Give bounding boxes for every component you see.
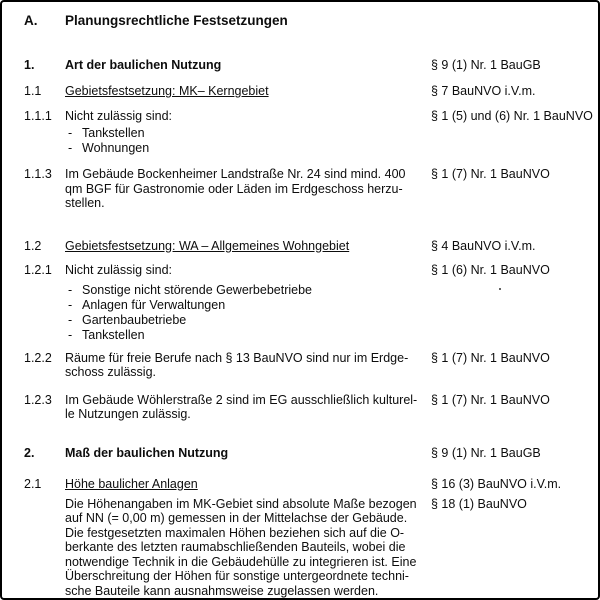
entry-1 (2, 58, 598, 73)
list-dash: - (68, 312, 73, 327)
entry-1-2-3 (2, 393, 598, 422)
body-line: sche Bauteile kann ausnahmsweise zugelassen werden. (65, 583, 379, 598)
list-item-text: Sonstige nicht störende Gewerbebetriebe (82, 282, 313, 297)
legal-reference: § 16 (3) BauNVO i.V.m. (431, 476, 562, 491)
entry-number: 2.1 (24, 476, 42, 491)
legal-reference: § 18 (1) BauNVO (431, 496, 527, 511)
entry-2-1-paragraph (2, 497, 598, 599)
entry-1-2 (2, 239, 598, 254)
body-line: Überschreitung der Höhen für sonstige untergeordnete techni- (65, 569, 409, 583)
entry-1-1-3 (2, 167, 598, 211)
body-line: Die Höhenangaben im MK-Gebiet sind absolute Maße bezogen (65, 496, 417, 511)
legal-reference: § 7 BauNVO i.V.m. (431, 84, 536, 98)
entry-number: 2. (24, 445, 35, 460)
entry-1-1-1 (2, 109, 598, 124)
list-item (65, 141, 417, 156)
entry-1-2-1 (2, 263, 598, 278)
list-item-text: Tankstellen (82, 126, 145, 140)
list-item (65, 298, 417, 313)
scan-artifact-dot (499, 288, 501, 290)
body-line: Die festgesetzten maximalen Höhen beziehen sich auf die O- (65, 525, 405, 540)
list-item (65, 313, 417, 328)
entry-2-1 (2, 477, 598, 492)
legal-reference: § 4 BauNVO i.V.m. (431, 238, 536, 253)
list-item-text: Gartenbaubetriebe (82, 312, 187, 327)
list-dash: - (68, 282, 73, 297)
body-line: Räume für freie Berufe nach § 13 BauNVO sind nur im Erdge- (65, 350, 409, 365)
entry-title: Gebietsfestsetzung: MK– Kerngebiet (65, 84, 269, 98)
entry-title: Höhe baulicher Anlagen (65, 476, 198, 491)
document-heading (2, 13, 598, 28)
page-title: Planungsrechtliche Festsetzungen (65, 13, 288, 28)
list-wa-prohibited (2, 283, 598, 343)
entry-title: Gebietsfestsetzung: WA – Allgemeines Wohngebiet (65, 238, 350, 253)
legal-reference: § 1 (5) und (6) Nr. 1 BauNVO (431, 109, 593, 123)
list-dash: - (68, 141, 73, 155)
entry-number: 1.1 (24, 84, 42, 98)
body-line: berkante des letzten raumabschließenden Bauteils, wobei die (65, 540, 406, 554)
legal-reference: § 1 (7) Nr. 1 BauNVO (431, 392, 550, 407)
body-line: schoss zulässig. (65, 365, 157, 379)
entry-number: 1.2.2 (24, 350, 52, 365)
list-item-text: Wohnungen (82, 141, 150, 155)
entry-1-2-2 (2, 351, 598, 380)
list-item (65, 126, 417, 141)
body-line: qm BGF für Gastronomie oder Läden im Erdgeschoss herzu- (65, 181, 403, 196)
legal-reference: § 1 (7) Nr. 1 BauNVO (431, 167, 550, 181)
body-line: le Nutzungen zulässig. (65, 407, 191, 421)
entry-number: 1.2 (24, 238, 42, 253)
entry-title: Maß der baulichen Nutzung (65, 445, 229, 460)
list-item-text: Tankstellen (82, 327, 145, 342)
list-item-text: Anlagen für Verwaltungen (82, 297, 226, 312)
entry-title: Nicht zulässig sind: (65, 262, 172, 277)
body-line: notwendige Technik in die Gebäudehülle zu integrieren ist. Eine (65, 554, 417, 569)
list-dash: - (68, 297, 73, 312)
list-item (65, 283, 417, 298)
body-line: Im Gebäude Bockenheimer Landstraße Nr. 24 sind mind. 400 (65, 167, 406, 181)
body-line: auf NN (= 0,00 m) gemessen in der Mittelachse der Gebäude. (65, 511, 408, 525)
entry-2 (2, 446, 598, 461)
entry-number: 1.1.1 (24, 109, 52, 123)
legal-reference: § 9 (1) Nr. 1 BauGB (431, 58, 541, 72)
entry-number: 1.2.1 (24, 262, 52, 277)
legal-reference: § 9 (1) Nr. 1 BauGB (431, 445, 541, 460)
heading-number: A. (24, 13, 38, 28)
body-line: Im Gebäude Wöhlerstraße 2 sind im EG ausschließlich kulturel- (65, 392, 418, 407)
entry-number: 1.2.3 (24, 392, 52, 407)
entry-title: Art der baulichen Nutzung (65, 58, 222, 72)
entry-1-1 (2, 84, 598, 99)
list-mk-prohibited (2, 126, 598, 156)
legal-reference: § 1 (6) Nr. 1 BauNVO (431, 262, 550, 277)
legal-reference: § 1 (7) Nr. 1 BauNVO (431, 350, 550, 365)
entry-number: 1.1.3 (24, 167, 52, 181)
list-dash: - (68, 327, 73, 342)
list-dash: - (68, 126, 73, 140)
entry-title: Nicht zulässig sind: (65, 109, 172, 123)
body-line: stellen. (65, 196, 105, 210)
list-item (65, 328, 417, 343)
entry-number: 1. (24, 58, 35, 72)
